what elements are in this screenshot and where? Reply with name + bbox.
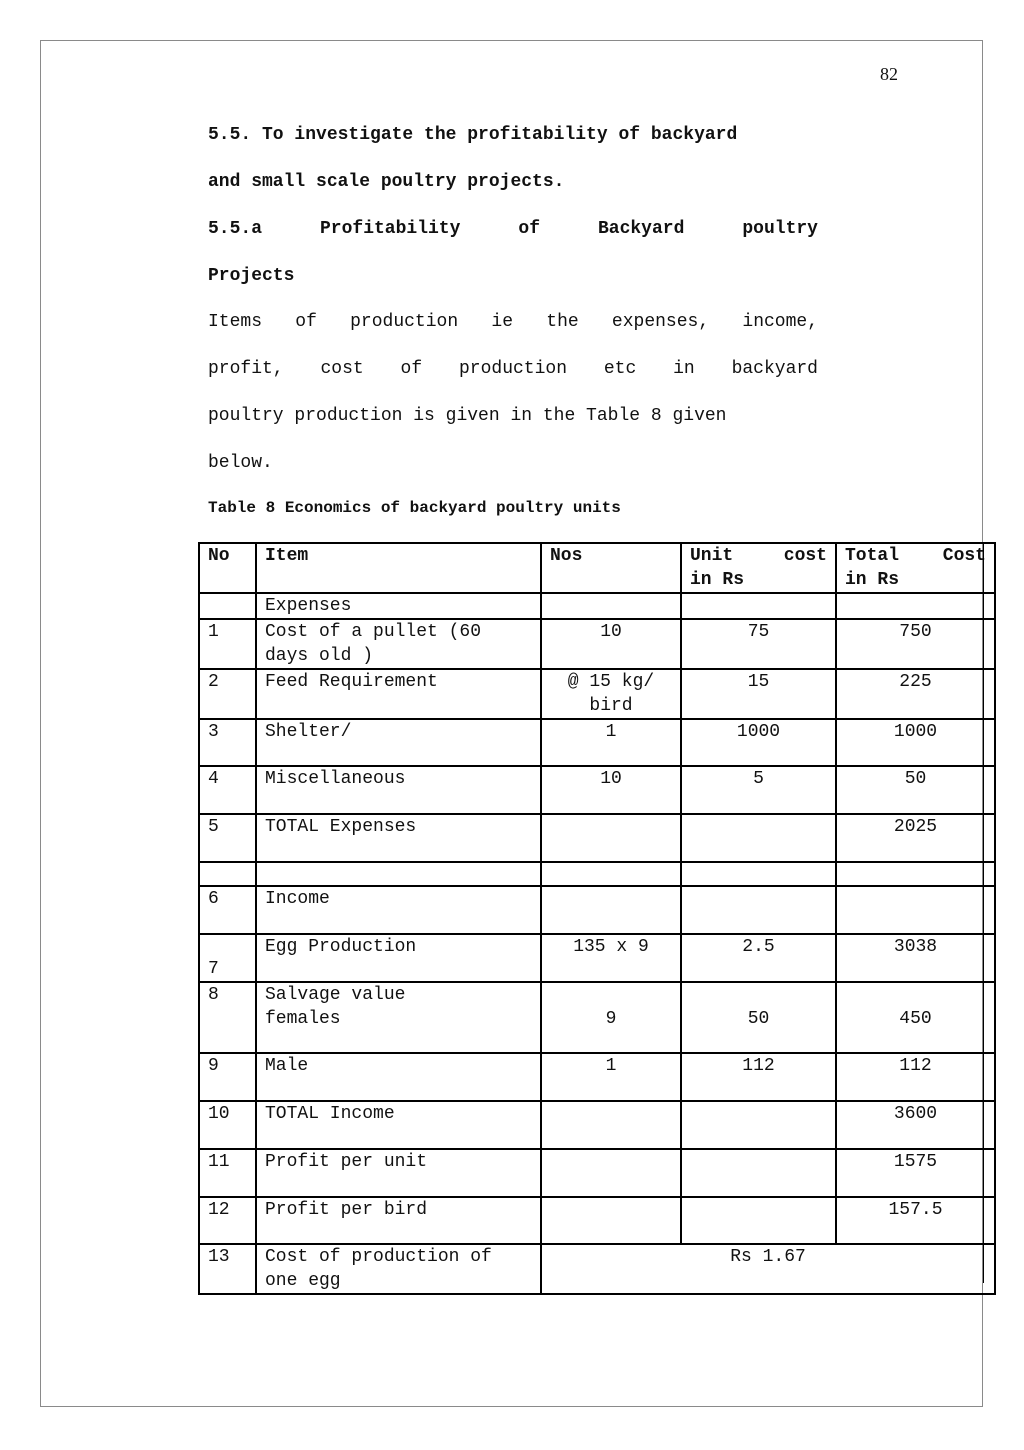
cell-unit-cost: [681, 593, 836, 619]
cell-item: Expenses: [256, 593, 541, 619]
table-row: [199, 1244, 995, 1294]
cell-nos: 135 x 9: [541, 934, 681, 982]
cell-nos: 10: [541, 766, 681, 814]
header-nos: Nos: [541, 543, 681, 593]
cell-unit-cost: [681, 1197, 836, 1244]
cell-total-cost: 157.5: [836, 1197, 995, 1244]
cell-nos: [541, 1197, 681, 1244]
cell-no: 9: [199, 1053, 256, 1101]
table-row: [199, 814, 995, 862]
cell-nos: 1: [541, 719, 681, 766]
cell-nos: [541, 862, 681, 886]
cell-unit-cost: 15: [681, 669, 836, 719]
cell-no: 2: [199, 669, 256, 719]
table-row: [199, 719, 995, 766]
cell-nos: [541, 886, 681, 934]
cell-unit-cost: 5: [681, 766, 836, 814]
cell-item: TOTAL Income: [256, 1101, 541, 1149]
header-total-cost: Total Cost in Rs: [836, 543, 995, 593]
table-row: [199, 669, 995, 719]
table-row: [199, 1101, 995, 1149]
section-title-line-2: and small scale poultry projects.: [208, 172, 565, 192]
cell-item: TOTAL Expenses: [256, 814, 541, 862]
cell-unit-cost: 1000: [681, 719, 836, 766]
economics-table: [198, 542, 996, 1295]
table-row: [199, 1053, 995, 1101]
table-caption: Table 8 Economics of backyard poultry units: [208, 499, 621, 517]
cell-item: Profit per unit: [256, 1149, 541, 1197]
cell-nos: [541, 1149, 681, 1197]
paragraph-line-4: below.: [208, 453, 273, 473]
cell-no: 8: [199, 982, 256, 1053]
table-row: [199, 934, 995, 982]
cell-item: Male: [256, 1053, 541, 1101]
cell-item: Egg Production: [256, 934, 541, 982]
cell-item: [256, 862, 541, 886]
cell-item: Cost of a pullet (60 days old ): [256, 619, 541, 669]
table-row: [199, 1149, 995, 1197]
table-row: [199, 593, 995, 619]
cell-total-cost: 112: [836, 1053, 995, 1101]
table-header-row: [199, 543, 995, 593]
cell-total-cost: 750: [836, 619, 995, 669]
table-row-spacer: [199, 862, 995, 886]
cell-total-cost: 3038: [836, 934, 995, 982]
table-row: [199, 619, 995, 669]
cell-item: Feed Requirement: [256, 669, 541, 719]
cell-unit-cost: [681, 1149, 836, 1197]
cell-no: 1: [199, 619, 256, 669]
table-row: [199, 886, 995, 934]
cell-no: [199, 593, 256, 619]
cell-no: [199, 862, 256, 886]
cell-item: Profit per bird: [256, 1197, 541, 1244]
header-unit-cost: Unit cost in Rs: [681, 543, 836, 593]
cell-nos: [541, 1101, 681, 1149]
cell-no: 5: [199, 814, 256, 862]
cell-no: 13: [199, 1244, 256, 1294]
subsection-title-line-1: 5.5.a Profitability of Backyard poultry: [208, 219, 818, 239]
cell-total-cost: 3600: [836, 1101, 995, 1149]
cell-unit-cost: 50: [681, 982, 836, 1053]
table-row: [199, 982, 995, 1053]
cell-unit-cost: [681, 862, 836, 886]
cell-no: 12: [199, 1197, 256, 1244]
paragraph-line-1: Items of production ie the expenses, income,: [208, 312, 819, 332]
cell-item: Salvage value females: [256, 982, 541, 1053]
paragraph-line-3: poultry production is given in the Table 8 given: [208, 406, 727, 426]
cell-nos: 10: [541, 619, 681, 669]
paragraph-line-2: profit, cost of production etc in backyard: [208, 359, 818, 379]
cell-total-cost: [836, 886, 995, 934]
table-row: [199, 766, 995, 814]
cell-unit-cost: 2.5: [681, 934, 836, 982]
cell-total-cost: [836, 862, 995, 886]
subsection-title-line-2: Projects: [208, 266, 295, 286]
cell-item: Miscellaneous: [256, 766, 541, 814]
table-border-line: [983, 542, 984, 1283]
cell-merged-value: Rs 1.67: [541, 1244, 995, 1294]
cell-no: 11: [199, 1149, 256, 1197]
cell-total-cost: 450: [836, 982, 995, 1053]
cell-nos: @ 15 kg/ bird: [541, 669, 681, 719]
cell-total-cost: 225: [836, 669, 995, 719]
cell-no: 4: [199, 766, 256, 814]
cell-item: Shelter/: [256, 719, 541, 766]
cell-total-cost: 2025: [836, 814, 995, 862]
cell-no: 10: [199, 1101, 256, 1149]
header-no: No: [199, 543, 256, 593]
cell-nos: 1: [541, 1053, 681, 1101]
cell-unit-cost: [681, 1101, 836, 1149]
cell-no: 7: [199, 934, 256, 982]
cell-unit-cost: [681, 886, 836, 934]
section-title-line-1: 5.5. To investigate the profitability of backyard: [208, 125, 738, 145]
cell-unit-cost: 112: [681, 1053, 836, 1101]
cell-total-cost: 1575: [836, 1149, 995, 1197]
cell-unit-cost: [681, 814, 836, 862]
cell-nos: [541, 593, 681, 619]
cell-item: Income: [256, 886, 541, 934]
table-row: [199, 1197, 995, 1244]
cell-no: 3: [199, 719, 256, 766]
header-item: Item: [256, 543, 541, 593]
cell-nos: 9: [541, 982, 681, 1053]
page-number: 82: [880, 64, 898, 84]
cell-nos: [541, 814, 681, 862]
cell-unit-cost: 75: [681, 619, 836, 669]
cell-item: Cost of production of one egg: [256, 1244, 541, 1294]
cell-total-cost: 50: [836, 766, 995, 814]
cell-total-cost: [836, 593, 995, 619]
cell-total-cost: 1000: [836, 719, 995, 766]
cell-no: 6: [199, 886, 256, 934]
